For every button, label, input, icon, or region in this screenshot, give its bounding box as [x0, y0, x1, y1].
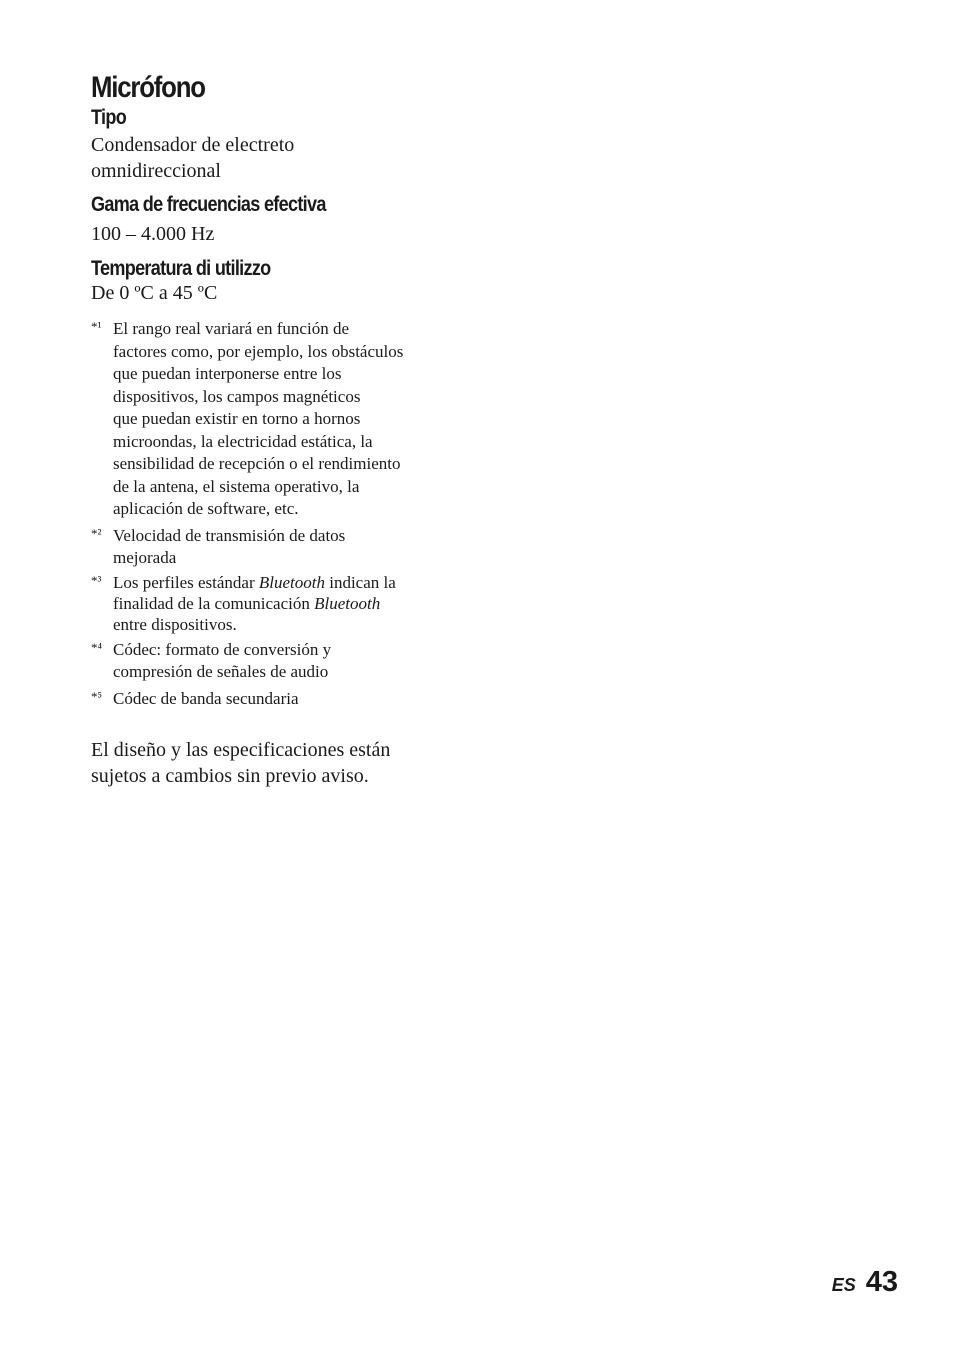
- temp-value: De 0 ºC a 45 ºC: [91, 282, 218, 304]
- footnote-mark: *⁵: [91, 688, 103, 704]
- tipo-value-line: omnidireccional: [91, 160, 221, 182]
- footnote-emphasis: Bluetooth: [258, 572, 325, 592]
- language-code: ES: [831, 1275, 856, 1295]
- footnote-mark: *⁴: [91, 639, 103, 655]
- footnote-line: [113, 593, 451, 614]
- section-title: Micrófono: [91, 71, 205, 104]
- tipo-value-line: Condensador de electreto: [91, 134, 295, 156]
- footnote-item: [91, 639, 451, 684]
- footnote-line: mejorada: [113, 548, 177, 567]
- page-footer: [832, 1266, 898, 1299]
- footnote-mark: *²: [91, 525, 102, 541]
- footnote-line: [113, 572, 451, 593]
- footnote-line: El rango real variará en función de: [113, 319, 349, 338]
- footnote-line: sensibilidad de recepción o el rendimiento: [113, 454, 401, 473]
- footnote-line: dispositivos, los campos magnéticos: [113, 386, 361, 406]
- tipo-heading: Tipo: [91, 106, 127, 129]
- footnote-line: compresión de señales de audio: [113, 662, 329, 681]
- footnote-line: de la antena, el sistema operativo, la: [113, 476, 360, 496]
- closing-line: sujetos a cambios sin previo aviso.: [91, 765, 369, 787]
- footnote-line: Velocidad de transmisión de datos: [113, 525, 346, 545]
- footnote-line: entre dispositivos.: [113, 614, 237, 634]
- temp-heading: Temperatura di utilizzo: [91, 257, 271, 280]
- footnote-text: indican la: [324, 572, 396, 592]
- footnote-line: Códec: formato de conversión y: [113, 639, 332, 659]
- footnote-line: Códec de banda secundaria: [113, 688, 299, 708]
- footnote-line: factores como, por ejemplo, los obstáculos: [113, 341, 404, 361]
- gama-value: 100 – 4.000 Hz: [91, 223, 215, 245]
- footnote-item: [91, 525, 451, 570]
- footnote-item: [91, 572, 451, 635]
- footnote-line: aplicación de software, etc.: [113, 499, 299, 518]
- footnote-line: que puedan interponerse entre los: [113, 364, 342, 383]
- footnote-line: que puedan existir en torno a hornos: [113, 409, 361, 428]
- content-column: [91, 68, 451, 789]
- footnote-emphasis: Bluetooth: [314, 593, 381, 613]
- footnote-text: Los perfiles estándar: [113, 572, 259, 592]
- closing-line: El diseño y las especificaciones están: [91, 739, 391, 761]
- footnote-list: [91, 318, 451, 710]
- tipo-value: [91, 132, 451, 184]
- footnote-line: microondas, la electricidad estática, la: [113, 431, 373, 451]
- page-number: 43: [865, 1266, 898, 1298]
- closing-notice: [91, 737, 451, 789]
- footnote-mark: *¹: [91, 319, 102, 334]
- footnote-item: [91, 688, 451, 711]
- footnote-text: finalidad de la comunicación: [113, 593, 315, 613]
- gama-heading: Gama de frecuencias efectiva: [91, 193, 326, 216]
- footnote-mark: *³: [91, 572, 102, 588]
- footnote-item: [91, 318, 451, 521]
